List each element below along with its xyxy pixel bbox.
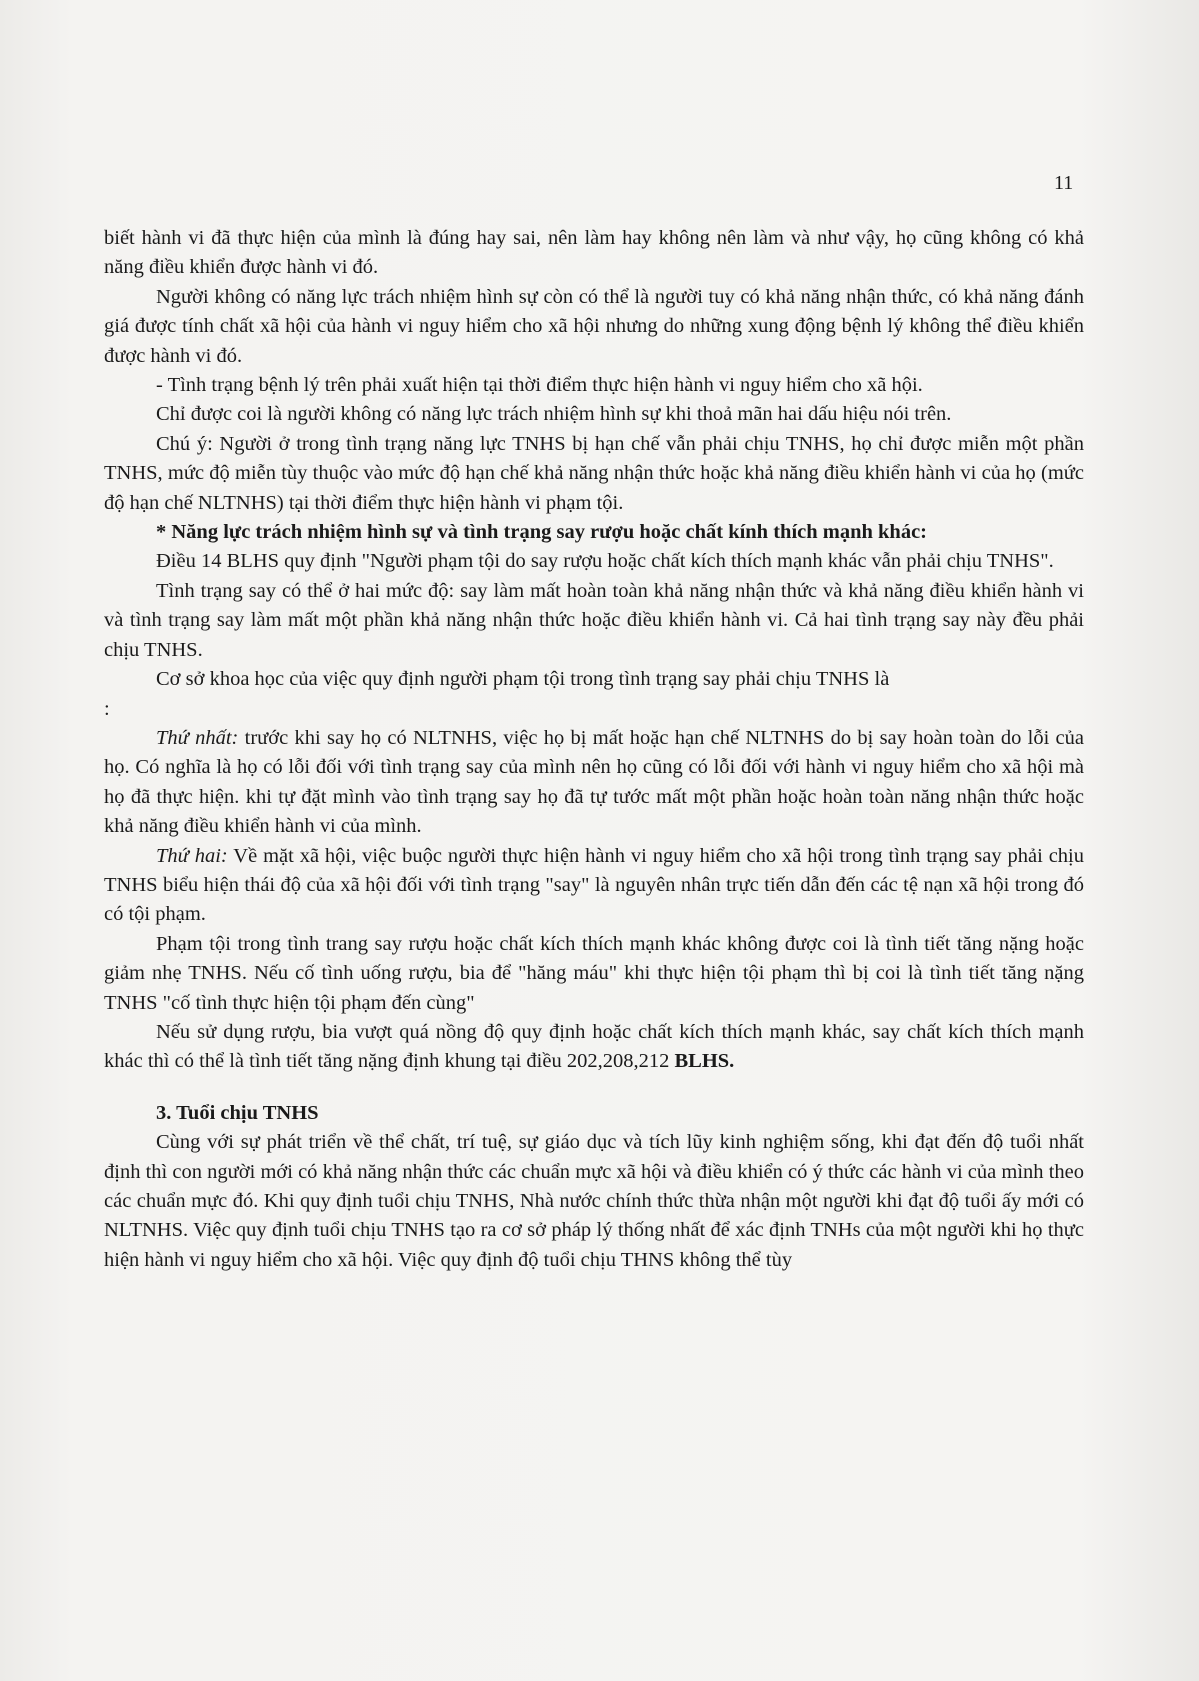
paragraph-colon: : (104, 697, 110, 720)
paragraph (104, 724, 1084, 842)
paragraph: Cùng với sự phát triển về thể chất, trí tuệ, sự giáo dục và tích lũy kinh nghiệm sống, khi đạt đến độ tuổi nhất định thì con người mới có khả năng nhận thức các chuẩn mực xã hội và điều khiển có ý thức các hành vi của mình theo các chuẩn mực đó. Khi quy định tuổi chịu TNHS, Nhà nước chính thức thừa nhận một người khi đạt độ tuổi ấy mới có NLTNHS. Việc quy định tuổi chịu TNHS tạo ra cơ sở pháp lý thống nhất để xác định TNHs của một người khi họ thực hiện hành vi nguy hiểm cho xã hội. Việc quy định độ tuổi chịu THNS không thể tùy (104, 1131, 1084, 1271)
paragraph-text: Nếu sử dụng rượu, bia vượt quá nồng độ quy định hoặc chất kích thích mạnh khác, say chất kích thích mạnh khác thì có thể là tình tiết tăng nặng định khung tại điều 202,208,212 (104, 1020, 1084, 1073)
paragraph-bold-text: BLHS. (674, 1050, 735, 1073)
document-body (104, 224, 1084, 1275)
paragraph: Cơ sở khoa học của việc quy định người phạm tội trong tình trạng say phải chịu TNHS là (156, 668, 890, 691)
paragraph (104, 1018, 1084, 1077)
paragraph-label: Thứ nhất: (156, 726, 239, 749)
paragraph: - Tình trạng bệnh lý trên phải xuất hiện tại thời điểm thực hiện hành vi nguy hiểm cho xã hội. (156, 374, 923, 397)
spacer (104, 1077, 1084, 1099)
paragraph: Chỉ được coi là người không có năng lực trách nhiệm hình sự khi thoả mãn hai dấu hiệu nói trên. (156, 403, 952, 426)
section-subheading: * Năng lực trách nhiệm hình sự và tình trạng say rượu hoặc chất kính thích mạnh khác: (156, 521, 927, 544)
paragraph: Điều 14 BLHS quy định "Người phạm tội do say rượu hoặc chất kích thích mạnh khác vẫn phải chịu TNHS". (156, 550, 1054, 573)
paragraph: Chú ý: Người ở trong tình trạng năng lực TNHS bị hạn chế vẫn phải chịu TNHS, họ chỉ được miễn một phần TNHS, mức độ miễn tùy thuộc vào mức độ hạn chế khả năng nhận thức hoặc khả năng điều khiển hành vi của họ (mức độ hạn chế NLTNHS) tại thời điểm thực hiện hành vi phạm tội. (104, 432, 1084, 514)
paragraph: Tình trạng say có thể ở hai mức độ: say làm mất hoàn toàn khả năng nhận thức và khả năng điều khiển hành vi và tình trạng say làm mất một phần khả năng nhận thức hoặc điều khiển hành vi. Cả hai tình trạng say này đều phải chịu TNHS. (104, 579, 1084, 661)
section-heading: 3. Tuổi chịu TNHS (156, 1101, 319, 1124)
paragraph: biết hành vi đã thực hiện của mình là đúng hay sai, nên làm hay không nên làm và như vậy, họ cũng không có khả năng điều khiển được hành vi đó. (104, 227, 1084, 279)
paragraph: Phạm tội trong tình trang say rượu hoặc chất kích thích mạnh khác không được coi là tình tiết tăng nặng hoặc giảm nhẹ TNHS. Nếu cố tình uống rượu, bia để "hăng máu" khi thực hiện tội phạm thì bị coi là tình tiết tăng nặng TNHS "cố tình thực hiện tội phạm đến cùng" (104, 932, 1084, 1014)
paragraph-text: trước khi say họ có NLTNHS, việc họ bị mất hoặc hạn chế NLTNHS do bị say hoàn toàn do lỗi của họ. Có nghĩa là họ có lỗi đối với tình trạng say của mình nên họ cũng có lỗi đối với hành vi nguy hiểm cho xã hội mà họ đã thực hiện. khi tự đặt mình vào tình trạng say họ đã tự tước mất một phần hoặc hoàn toàn năng nhận thức hoặc khả năng điều khiển hành vi của mình. (104, 726, 1084, 838)
paragraph-text: Về mặt xã hội, việc buộc người thực hiện hành vi nguy hiểm cho xã hội trong tình trạng say phải chịu TNHS biểu hiện thái độ của xã hội đối với tình trạng "say" là nguyên nhân trực tiến dẫn đến các tệ nạn xã hội trong đó có tội phạm. (104, 844, 1084, 926)
paragraph (104, 842, 1084, 930)
paragraph-label: Thứ hai: (156, 844, 228, 867)
page-number: 11 (1054, 172, 1074, 194)
paragraph: Người không có năng lực trách nhiệm hình sự còn có thể là người tuy có khả năng nhận thức, có khả năng đánh giá được tính chất xã hội của hành vi nguy hiểm cho xã hội nhưng do những xung động bệnh lý không thể điều khiển được hành vi đó. (104, 285, 1084, 367)
